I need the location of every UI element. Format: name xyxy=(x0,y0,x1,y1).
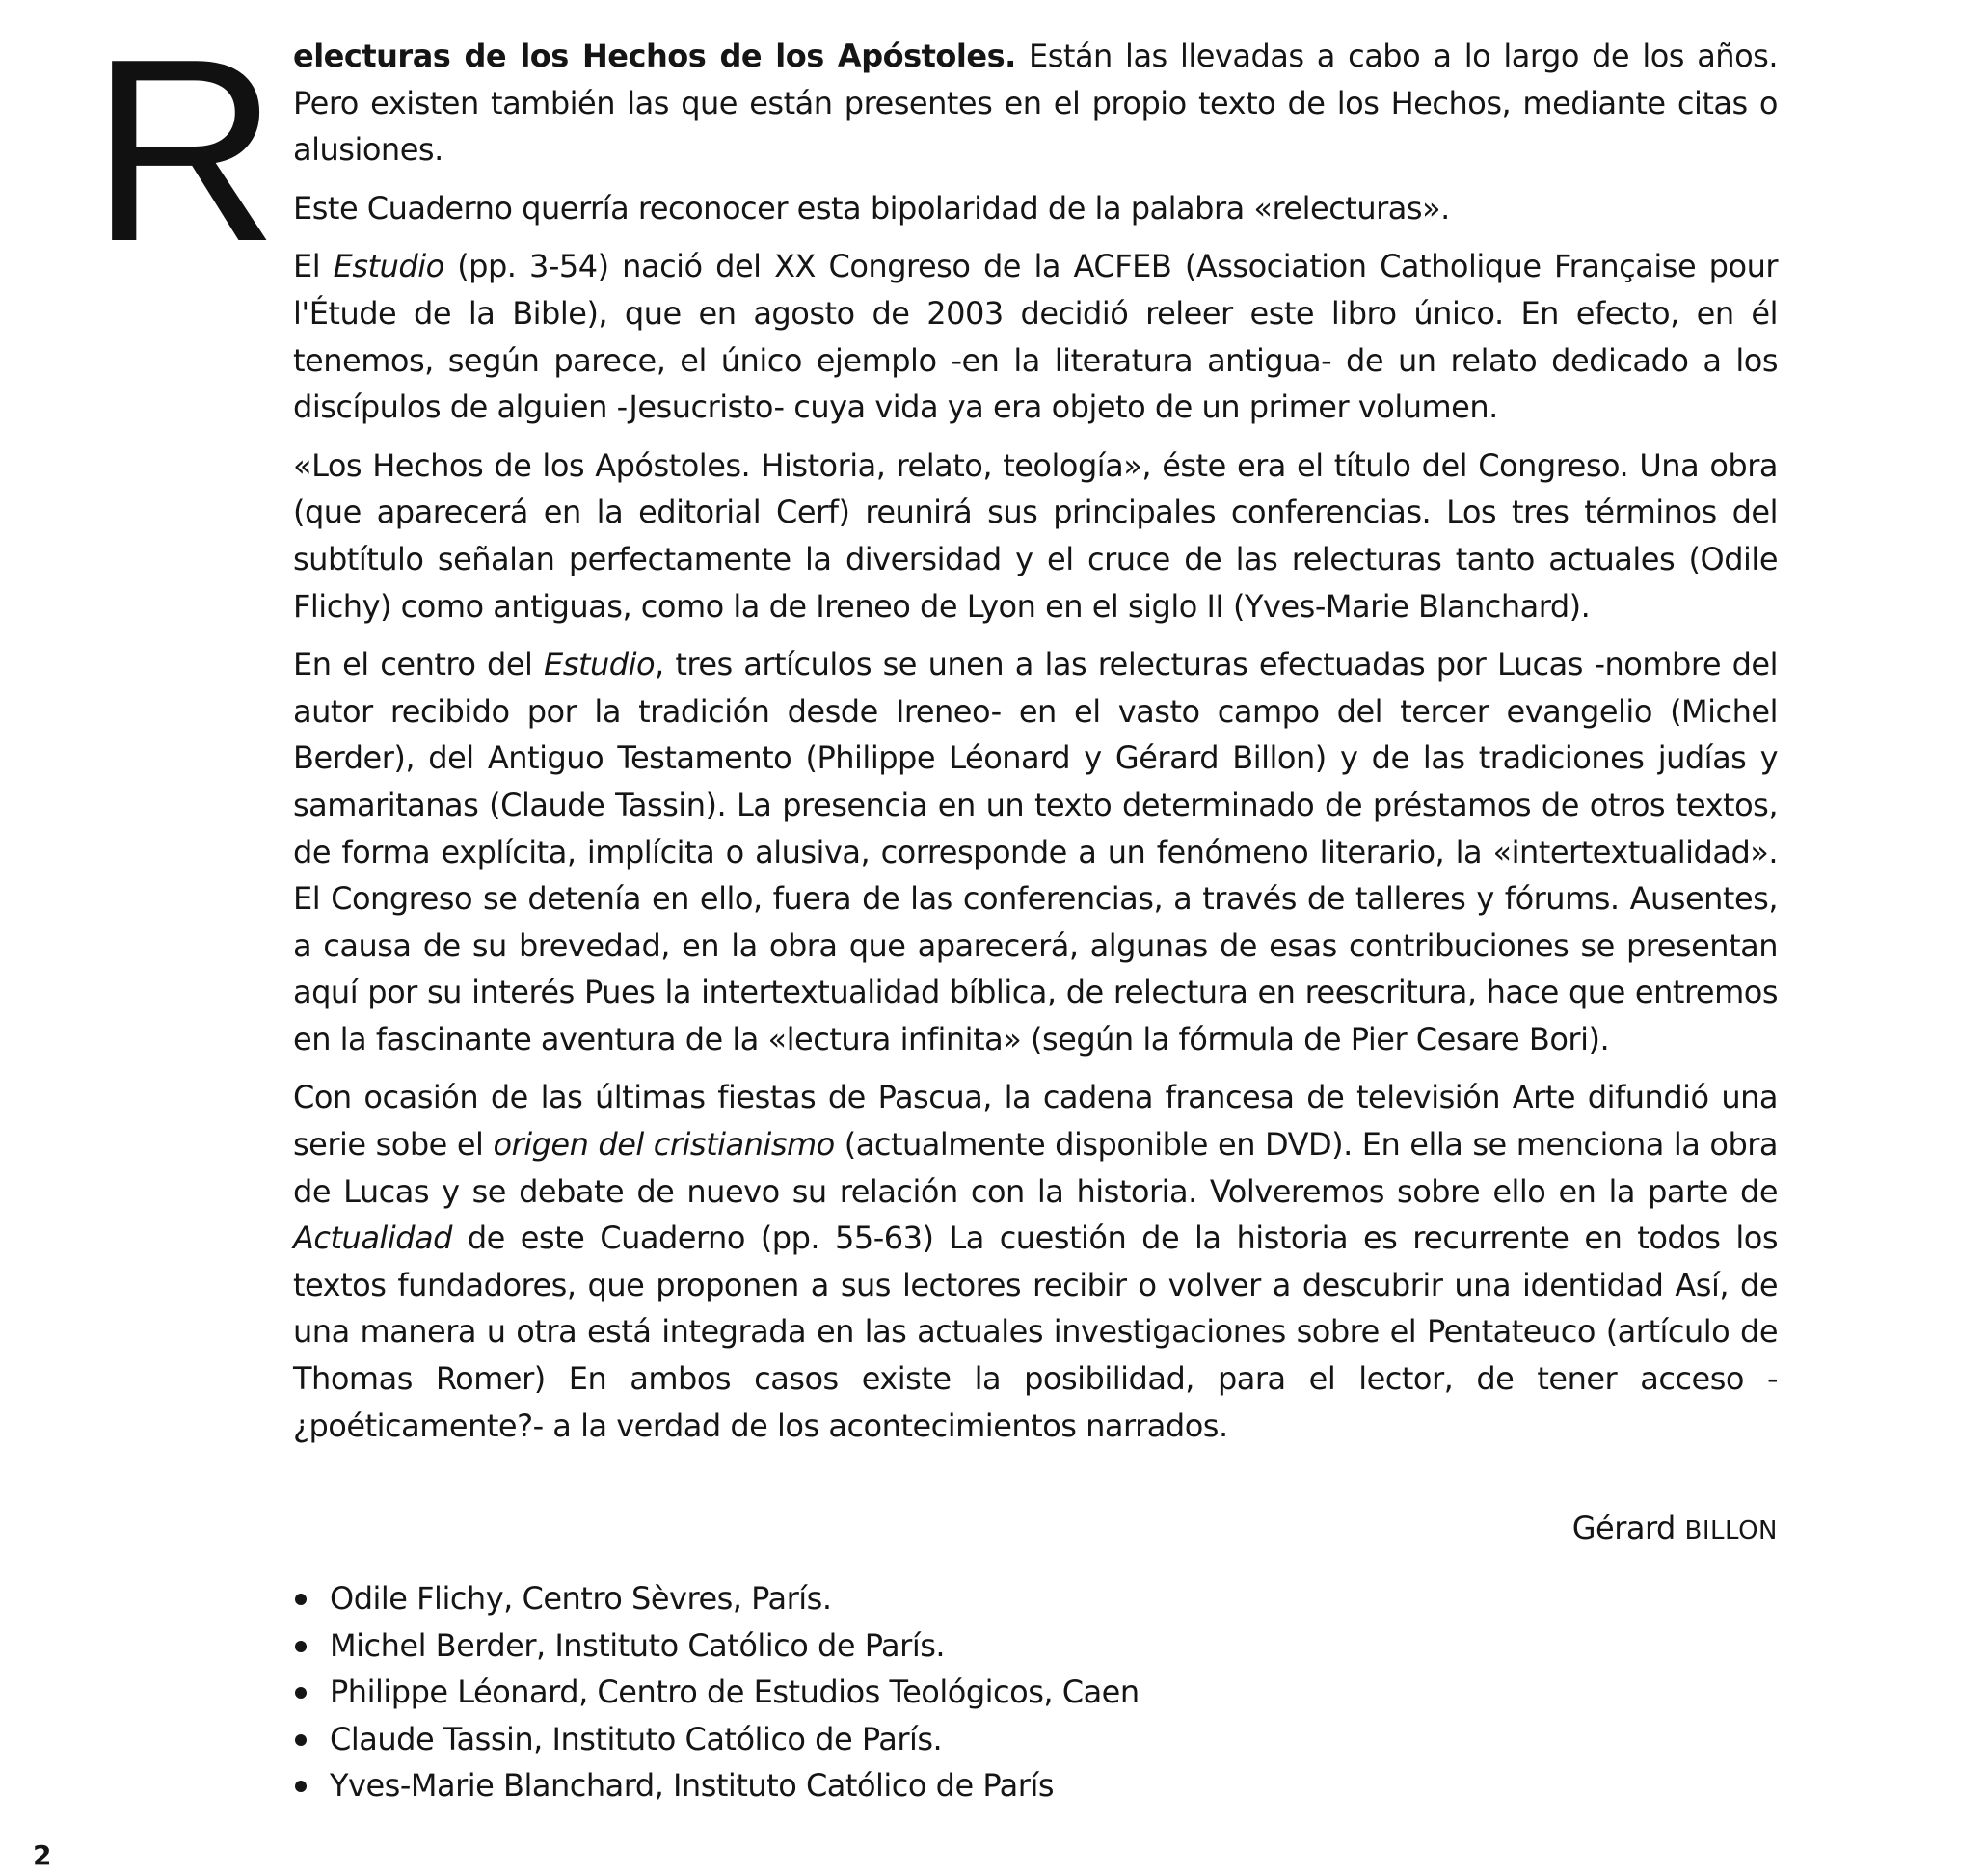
p6-text-a: Con ocasión de las últimas fiestas de Pascua, la cadena francesa de televisión Arte difundió una serie sobe el xyxy=(293,1079,1778,1164)
intro-rest: Están las llevadas a cabo a lo largo de los años. Pero existen también las que están presentes en el propio texto de los Hechos, mediante citas o alusiones. xyxy=(293,38,1779,169)
list-item xyxy=(293,1622,1450,1670)
p3-italic: Estudio xyxy=(333,248,444,285)
bullet-icon xyxy=(295,1781,307,1792)
bullet-icon xyxy=(295,1594,307,1605)
author-signature xyxy=(293,1510,1778,1546)
bullet-icon xyxy=(295,1641,307,1652)
intro-paragraph xyxy=(293,33,1778,174)
p6-italic-1: origen del cristianismo xyxy=(493,1126,835,1164)
paragraph-5 xyxy=(293,641,1778,1062)
drop-cap: R xyxy=(91,6,279,296)
bullet-icon xyxy=(295,1687,307,1699)
page-number: 2 xyxy=(33,1839,52,1871)
p6-text-c: de este Cuaderno (pp. 55-63) La cuestión de la historia es recurrente en todos los textos fundadores, que proponen a sus lectores recibir o volver a descubrir una identidad Así, de una manera u otra está integrada en las actuales investigaciones sobre el Pentateuco (artículo de Thomas Romer) En ambos casos existe la posibilidad, para el lector, de tener acceso -¿poéticamente?- a la verdad de los acontecimientos narrados. xyxy=(293,1219,1778,1444)
paragraph-3 xyxy=(293,243,1778,430)
p6-italic-2: Actualidad xyxy=(293,1219,452,1257)
p5-text-b: , tres artículos se unen a las relecturas efectuadas por Lucas -nombre del autor recibido por la tradición desde Ireneo- en el vasto campo del tercer evangelio (Michel Berder), del Antiguo Testamento (Philippe Léonard y Gérard Billon) y de las tradiciones judías y samaritanas (Claude Tassin). La presencia en un texto determinado de préstamos de otros textos, de forma explícita, implícita o alusiva, corresponde a un fenómeno literario, la «intertextualidad». El Congreso se detenía en ello, fuera de las conferencias, a través de talleres y fórums. Ausentes, a causa de su brevedad, en la obra que aparecerá, algunas de esas contribuciones se presentan aquí por su interés Pues la intertextualidad bíblica, de relectura en reescritura, hace que entremos en la fascinante aventura de la «lectura infinita» (según la fórmula de Pier Cesare Bori). xyxy=(293,646,1779,1058)
p5-text-a: En el centro del xyxy=(293,646,545,683)
contributors-list xyxy=(293,1575,1450,1809)
signature-last-name: BILLON xyxy=(1684,1516,1778,1545)
credit-text: Yves-Marie Blanchard, Instituto Católico de París xyxy=(330,1767,1054,1804)
paragraph-2: Este Cuaderno querría reconocer esta bipolaridad de la palabra «relecturas». xyxy=(293,189,1450,227)
p6-text-b: (actualmente disponible en DVD). En ella se menciona la obra de Lucas y se debate de nuevo su relación con la historia. Volveremos sobre ello en la parte de xyxy=(293,1126,1779,1210)
credit-text: Michel Berder, Instituto Católico de París. xyxy=(330,1626,946,1664)
list-item xyxy=(293,1575,1450,1622)
credit-text: Odile Flichy, Centro Sèvres, París. xyxy=(330,1580,832,1617)
p3-text-a: El xyxy=(293,248,334,285)
p5-italic: Estudio xyxy=(544,646,656,683)
signature-first-name: Gérard xyxy=(1571,1510,1685,1546)
list-item xyxy=(293,1762,1450,1809)
list-item xyxy=(293,1716,1450,1763)
list-item xyxy=(293,1669,1450,1716)
editorial-body xyxy=(293,33,1778,1461)
paragraph-4: «Los Hechos de los Apóstoles. Historia, relato, teología», éste era el título del Congreso. Una obra (que aparecerá en la editorial Cerf) reunirá sus principales conferencias. Los tres términos del subtítulo señalan perfectamente la diversidad y el cruce de las relecturas tanto actuales (Odile Flichy) como antiguas, como la de Ireneo de Lyon en el siglo II (Yves-Marie Blanchard). xyxy=(293,446,1778,625)
credit-text: Philippe Léonard, Centro de Estudios Teológicos, Caen xyxy=(330,1674,1140,1710)
intro-lead: electuras de los Hechos de los Apóstoles. xyxy=(293,38,1016,74)
p3-text-b: (pp. 3-54) nació del XX Congreso de la ACFEB (Association Catholique Française pour l'Étude de la Bible), que en agosto de 2003 decidió releer este libro único. En efecto, en él tenemos, según parece, el único ejemplo -en la literatura antigua- de un relato dedicado a los discípulos de alguien -Jesucristo- cuya vida ya era objeto de un primer volumen. xyxy=(293,248,1779,426)
credit-text: Claude Tassin, Instituto Católico de París. xyxy=(330,1720,943,1757)
paragraph-6 xyxy=(293,1074,1778,1449)
bullet-icon xyxy=(295,1734,307,1746)
